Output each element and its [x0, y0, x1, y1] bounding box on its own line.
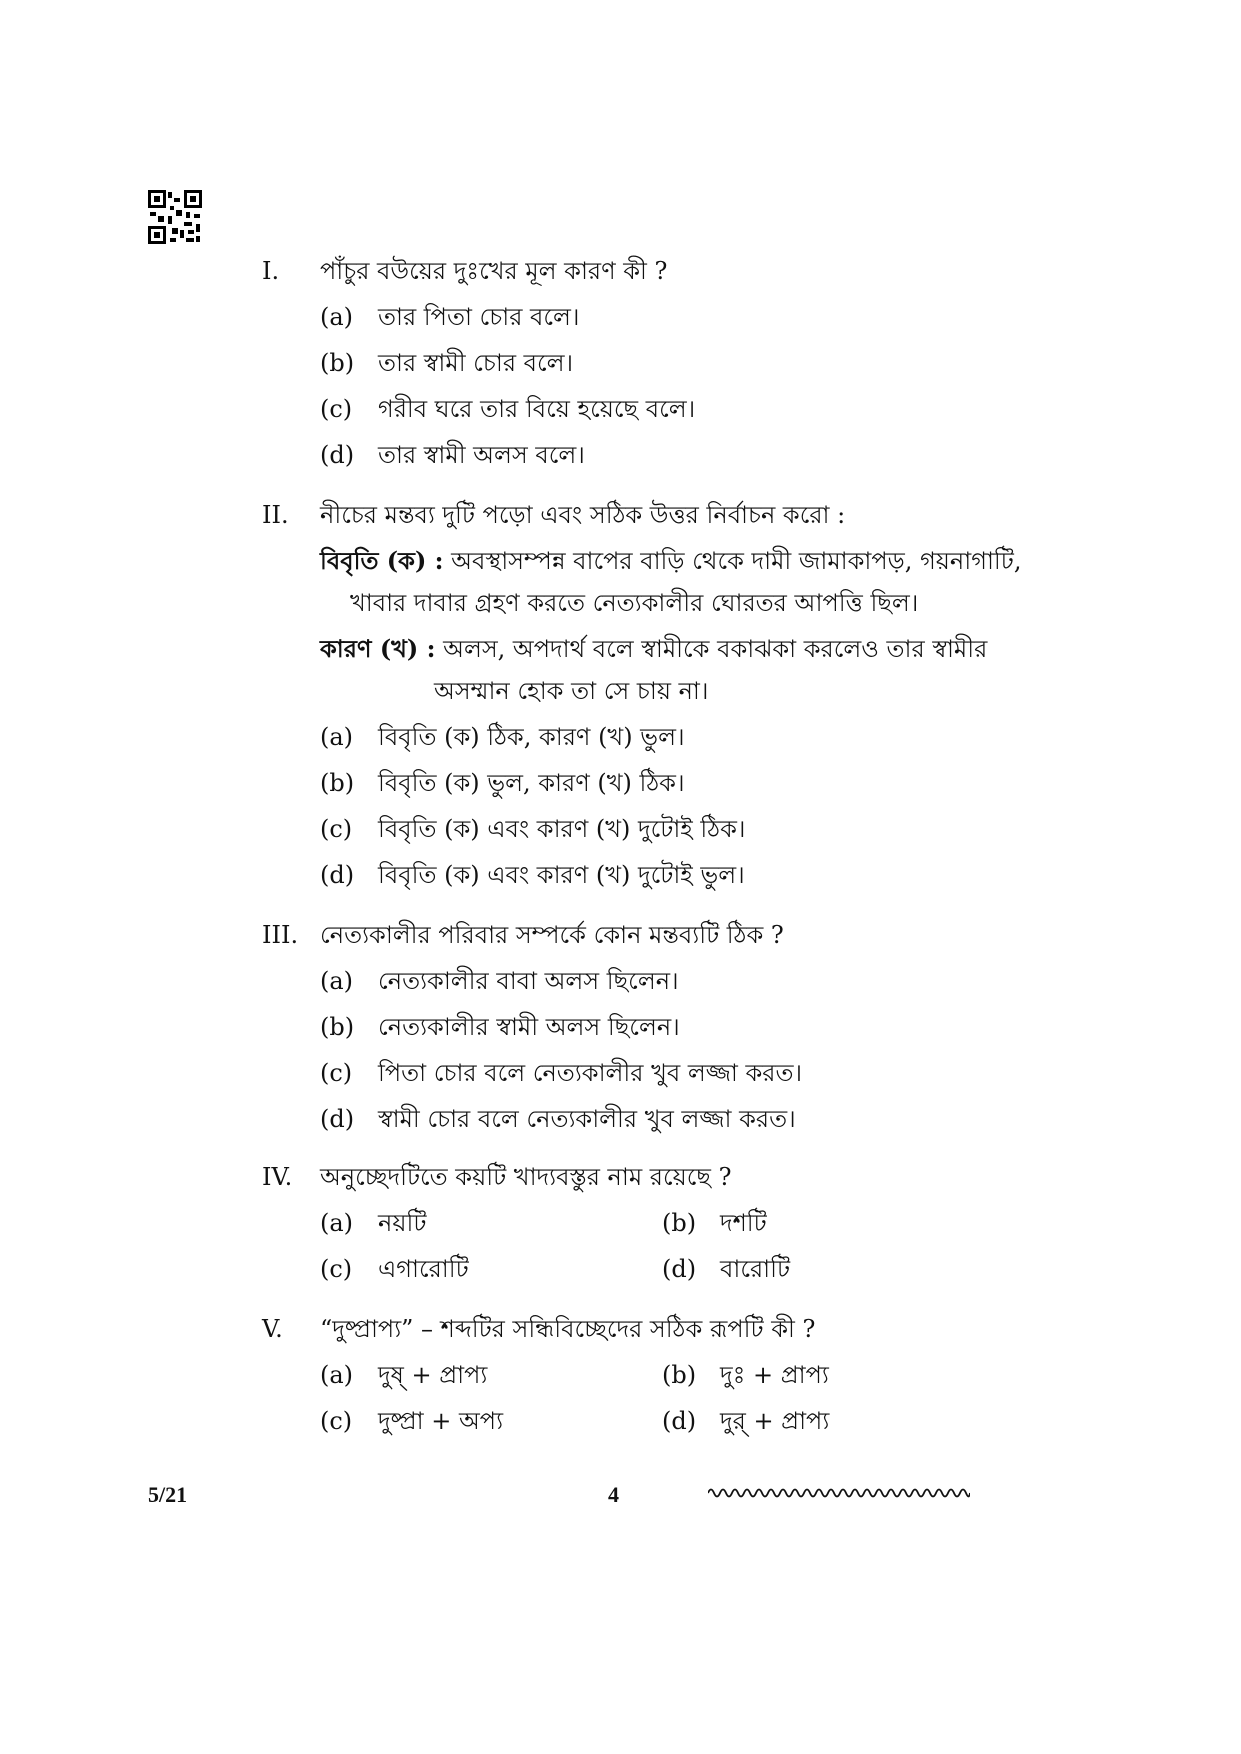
question-number: III. [262, 921, 299, 949]
option-1a: (a) তার পিতা চোর বলে। [320, 303, 580, 331]
option-4a: (a) নয়টি [320, 1209, 427, 1237]
statement-a-head: বিবৃতি (ক) : [320, 546, 444, 575]
wavy-line-decoration [708, 1486, 970, 1500]
option-5c: (c) দুষ্প্রা + অপ্য [320, 1407, 504, 1435]
option-4b: (b) দশটি [662, 1209, 767, 1237]
option-1c: (c) গরীব ঘরে তার বিয়ে হয়েছে বলে। [320, 395, 696, 423]
statement-a-continuation: খাবার দাবার গ্রহণ করতে নেত্যকালীর ঘোরতর আপত্তি ছিল। [350, 589, 919, 617]
option-1b: (b) তার স্বামী চোর বলে। [320, 349, 574, 377]
question-number: II. [262, 501, 289, 529]
option-3b: (b) নেত্যকালীর স্বামী অলস ছিলেন। [320, 1013, 680, 1041]
statement-a-text: অবস্থাসম্পন্ন বাপের বাড়ি থেকে দামী জামাকাপড়, গয়নাগাটি, [451, 547, 1022, 575]
question-text: “দুষ্প্রাপ্য” – শব্দটির সন্ধিবিচ্ছেদের সঠিক রূপটি কী ? [320, 1315, 816, 1343]
question-number: V. [262, 1315, 283, 1343]
option-5d: (d) দুর্ + প্রাপ্য [662, 1407, 830, 1435]
reason-b-continuation: অসম্মান হোক তা সে চায় না। [434, 677, 709, 705]
question-text: নেত্যকালীর পরিবার সম্পর্কে কোন মন্তব্যটি ঠিক ? [320, 921, 784, 949]
question-number: IV. [262, 1163, 293, 1191]
option-5b: (b) দুঃ + প্রাপ্য [662, 1361, 829, 1389]
question-text: অনুচ্ছেদটিতে কয়টি খাদ্যবস্তুর নাম রয়েছে ? [320, 1163, 732, 1191]
option-1d: (d) তার স্বামী অলস বলে। [320, 441, 585, 469]
option-3a: (a) নেত্যকালীর বাবা অলস ছিলেন। [320, 967, 679, 995]
question-text: নীচের মন্তব্য দুটি পড়ো এবং সঠিক উত্তর নির্বাচন করো : [320, 501, 846, 529]
option-2c: (c) বিবৃতি (ক) এবং কারণ (খ) দুটোই ঠিক। [320, 815, 746, 843]
option-2b: (b) বিবৃতি (ক) ভুল, কারণ (খ) ঠিক। [320, 769, 685, 797]
reason-b-text: অলস, অপদার্থ বলে স্বামীকে বকাঝকা করলেও তার স্বামীর [443, 635, 988, 663]
paper-code: 5/21 [148, 1482, 188, 1507]
option-4c: (c) এগারোটি [320, 1255, 469, 1283]
reason-b [320, 634, 1036, 664]
question-text: পাঁচুর বউয়ের দুঃখের মূল কারণ কী ? [320, 257, 668, 285]
statement-a [320, 546, 1036, 576]
page-number: 4 [608, 1482, 619, 1507]
option-3c: (c) পিতা চোর বলে নেত্যকালীর খুব লজ্জা করত। [320, 1059, 803, 1087]
reason-b-head: কারণ (খ) : [320, 634, 436, 663]
option-2a: (a) বিবৃতি (ক) ঠিক, কারণ (খ) ভুল। [320, 723, 685, 751]
option-4d: (d) বারোটি [662, 1255, 791, 1283]
option-5a: (a) দুষ্ + প্রাপ্য [320, 1361, 488, 1389]
option-2d: (d) বিবৃতি (ক) এবং কারণ (খ) দুটোই ভুল। [320, 861, 745, 889]
qr-code-icon [148, 190, 202, 244]
question-number: I. [262, 257, 280, 285]
option-3d: (d) স্বামী চোর বলে নেত্যকালীর খুব লজ্জা করত। [320, 1105, 796, 1133]
